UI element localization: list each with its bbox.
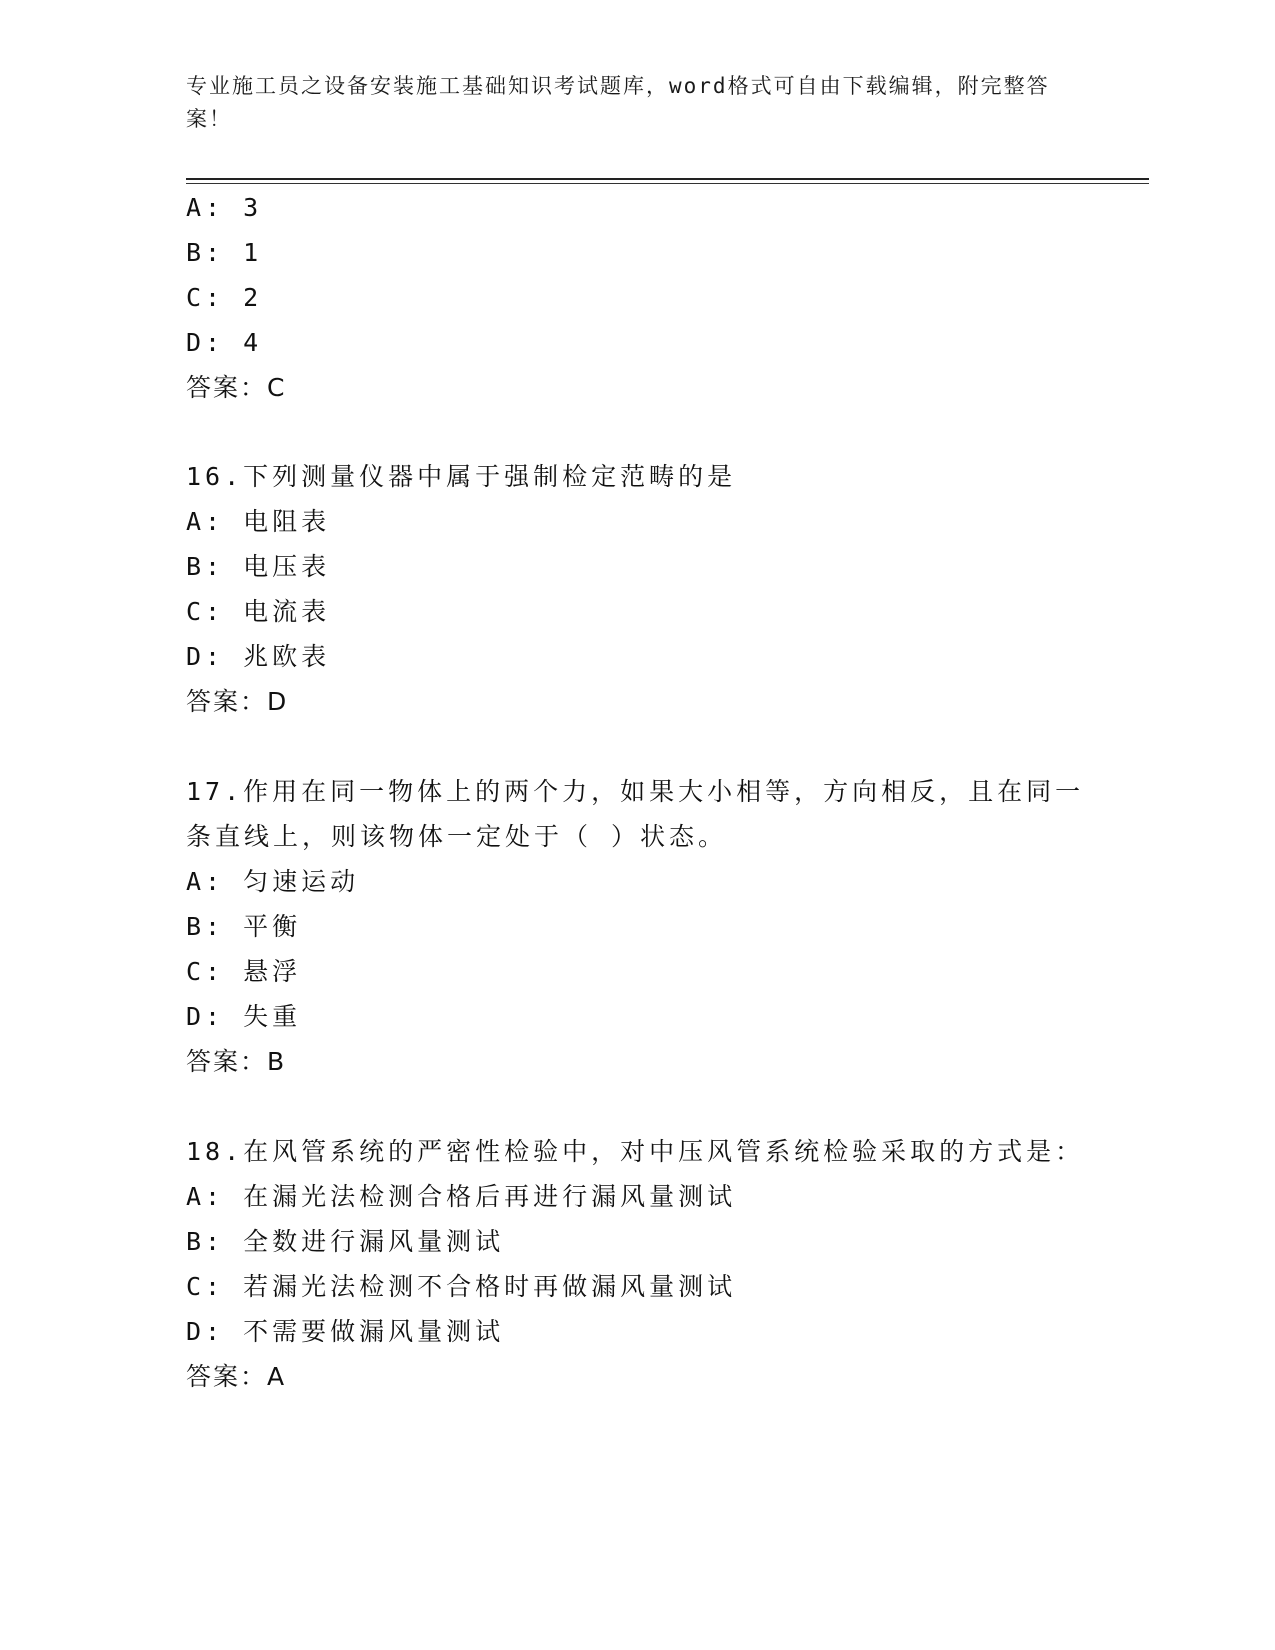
q16-option-c: C: 电流表 bbox=[186, 597, 331, 626]
q18-option-b: B: 全数进行漏风量测试 bbox=[186, 1227, 505, 1256]
q15-option-c: C: 2 bbox=[186, 283, 263, 312]
q16-option-a: A: 电阻表 bbox=[186, 507, 331, 536]
q16-answer: 答案：D bbox=[186, 687, 289, 716]
q17-option-d: D: 失重 bbox=[186, 1002, 302, 1031]
q15-answer: 答案：C bbox=[186, 373, 287, 402]
q18-option-c: C: 若漏光法检测不合格时再做漏风量测试 bbox=[186, 1272, 737, 1301]
header-divider-top bbox=[186, 178, 1149, 180]
q15-option-b: B: 1 bbox=[186, 238, 263, 267]
q16-question: 16.下列测量仪器中属于强制检定范畴的是 bbox=[186, 462, 737, 491]
q16-option-d: D: 兆欧表 bbox=[186, 642, 331, 671]
q17-question-line1: 17.作用在同一物体上的两个力，如果大小相等，方向相反，且在同一 bbox=[186, 777, 1085, 806]
q18-option-d: D: 不需要做漏风量测试 bbox=[186, 1317, 505, 1346]
document-header: 专业施工员之设备安装施工基础知识考试题库，word格式可自由下载编辑，附完整答案！ bbox=[186, 74, 1050, 131]
q16-option-b: B: 电压表 bbox=[186, 552, 331, 581]
q15-option-d: D: 4 bbox=[186, 328, 263, 357]
q18-question: 18.在风管系统的严密性检验中，对中压风管系统检验采取的方式是： bbox=[186, 1137, 1085, 1166]
q17-option-b: B: 平衡 bbox=[186, 912, 302, 941]
q17-answer: 答案：B bbox=[186, 1047, 287, 1076]
q18-option-a: A: 在漏光法检测合格后再进行漏风量测试 bbox=[186, 1182, 737, 1211]
q18-answer: 答案：A bbox=[186, 1362, 287, 1391]
header-divider-bottom bbox=[186, 183, 1149, 184]
q17-question-line2: 条直线上，则该物体一定处于（ ）状态。 bbox=[186, 822, 728, 851]
q17-option-c: C: 悬浮 bbox=[186, 957, 302, 986]
q17-option-a: A: 匀速运动 bbox=[186, 867, 360, 896]
q15-option-a: A: 3 bbox=[186, 193, 263, 222]
